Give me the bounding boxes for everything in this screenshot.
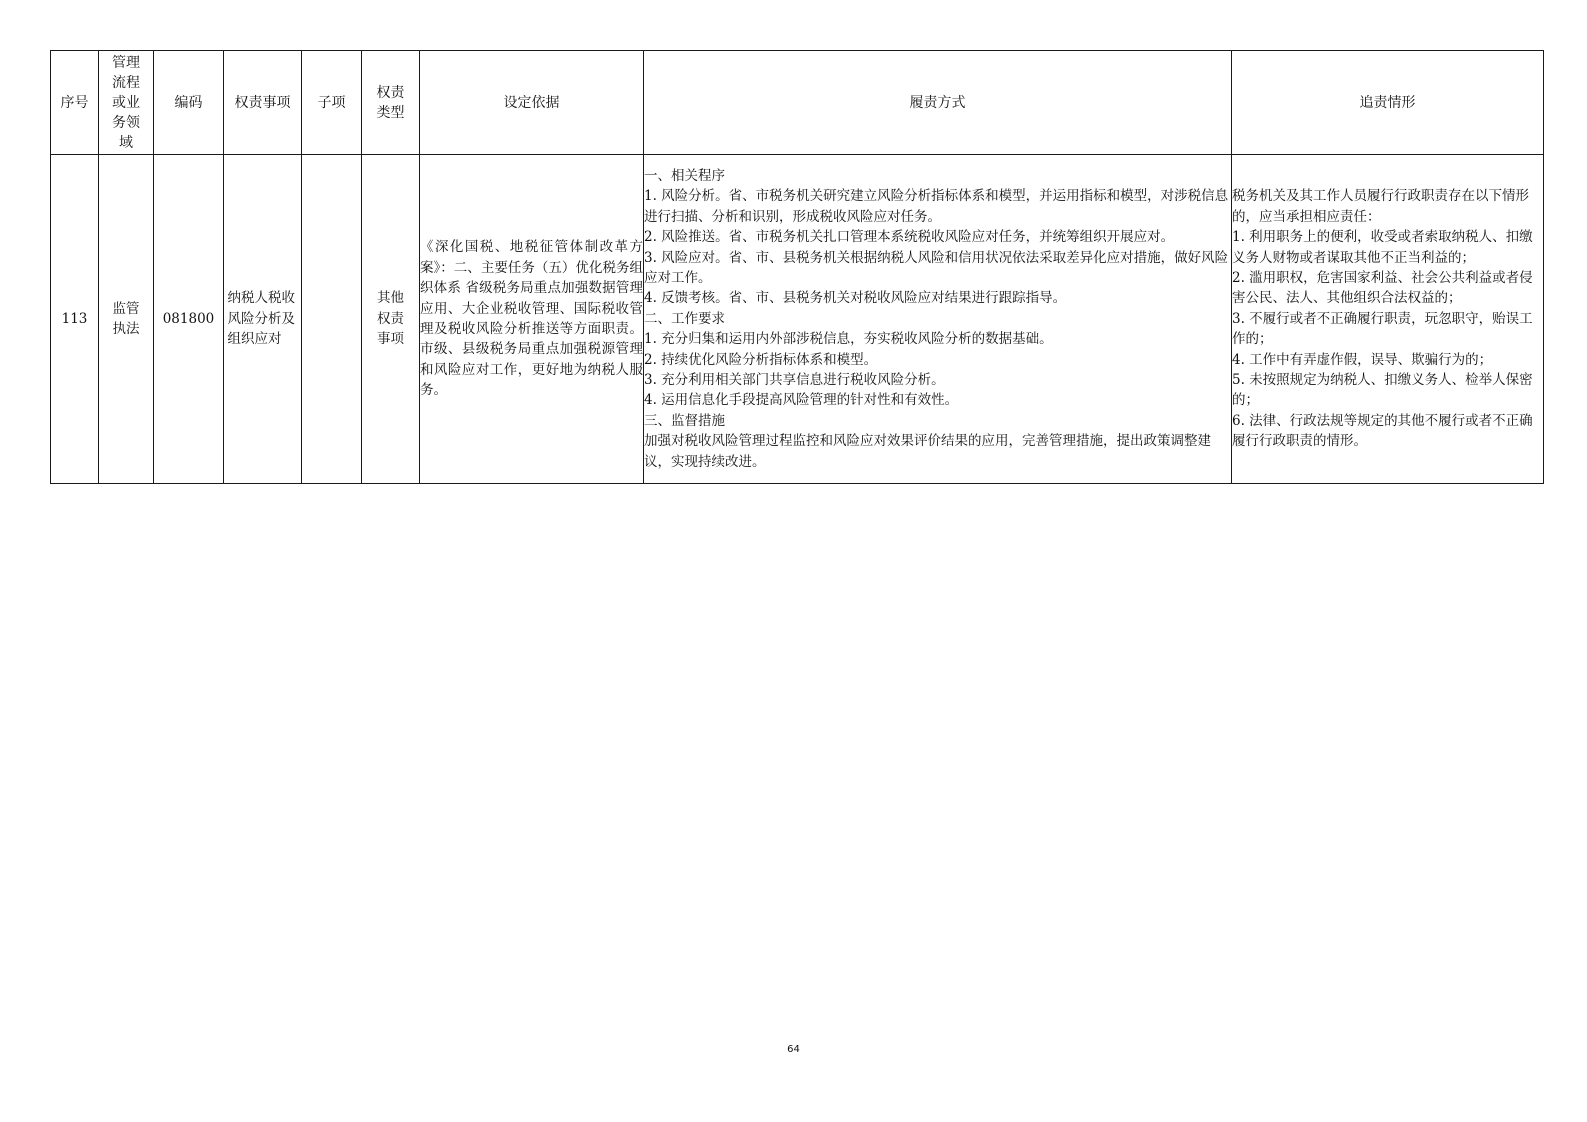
method-line: 1. 风险分析。省、市税务机关研究建立风险分析指标体系和模型，并运用指标和模型，对涉税信息进行扫描、分析和识别，形成税收风险应对任务。 [644, 188, 1229, 225]
method-line: 3. 充分利用相关部门共享信息进行税收风险分析。 [644, 372, 945, 389]
header-basis: 设定依据 [420, 51, 644, 155]
accountability-line: 4. 工作中有弄虚作假，误导、欺骗行为的； [1232, 351, 1493, 368]
cell-accountability [1232, 155, 1544, 484]
accountability-line: 3. 不履行或者不正确履行职责，玩忽职守，贻误工作的； [1232, 310, 1533, 348]
accountability-line: 1. 利用职务上的便利，收受或者索取纳税人、扣缴义务人财物或者谋取其他不正当利益的； [1232, 229, 1533, 266]
header-row [51, 51, 1544, 155]
accountability-table [50, 50, 1544, 484]
method-line: 2. 风险推送。省、市税务机关扎口管理本系统税收风险应对任务，并统筹组织开展应对。 [644, 229, 1175, 246]
cell-method [644, 155, 1232, 484]
method-line: 2. 持续优化风险分析指标体系和模型。 [644, 351, 878, 368]
header-accountability: 追责情形 [1232, 51, 1544, 155]
header-method: 履责方式 [644, 51, 1232, 155]
method-line: 4. 运用信息化手段提高风险管理的针对性和有效性。 [644, 392, 959, 409]
header-index: 序号 [51, 51, 99, 155]
cell-code: 081800 [154, 155, 224, 484]
accountability-line: 税务机关及其工作人员履行行政职责存在以下情形的，应当承担相应责任： [1232, 188, 1529, 225]
accountability-line: 5. 未按照规定为纳税人、扣缴义务人、检举人保密的； [1232, 372, 1533, 409]
header-code: 编码 [154, 51, 224, 155]
method-line: 3. 风险应对。省、市、县税务机关根据纳税人风险和信用状况依法采取差异化应对措施，做好风险应对工作。 [644, 249, 1229, 286]
header-item: 权责事项 [224, 51, 302, 155]
cell-index: 113 [51, 155, 99, 484]
accountability-line: 6. 法律、行政法规等规定的其他不履行或者不正确履行行政职责的情形。 [1232, 412, 1533, 450]
method-line: 二、工作要求 [644, 310, 725, 327]
cell-item: 纳税人税收风险分析及组织应对 [224, 155, 302, 484]
method-line: 加强对税收风险管理过程监控和风险应对效果评价结果的应用，完善管理措施，提出政策调整建议，实现持续改进。 [644, 433, 1211, 470]
method-line: 一、相关程序 [644, 167, 725, 184]
cell-type: 其他权责事项 [362, 155, 420, 484]
page-number: 64 [787, 1044, 800, 1055]
accountability-line: 2. 滥用职权，危害国家利益、社会公共利益或者侵害公民、法人、其他组织合法权益的； [1232, 269, 1533, 307]
cell-sub-item [302, 155, 362, 484]
method-line: 1. 充分归集和运用内外部涉税信息，夯实税收风险分析的数据基础。 [644, 331, 1053, 348]
header-type: 权责类型 [362, 51, 420, 155]
header-sub-item: 子项 [302, 51, 362, 155]
cell-basis: 《深化国税、地税征管体制改革方案》：二、主要任务（五）优化税务组织体系 省级税务局重点加强数据管理应用、大企业税收管理、国际税收管理及税收风险分析推送等方面职责。市级、县级税务局重点加强税源管理和风险应对工作，更好地为纳税人服务。 [420, 155, 644, 484]
method-line: 4. 反馈考核。省、市、县税务机关对税收风险应对结果进行跟踪指导。 [644, 290, 1067, 307]
table-row [51, 155, 1544, 484]
method-line: 三、监督措施 [644, 412, 725, 429]
header-management-area: 管理流程或业务领域 [99, 51, 154, 155]
cell-management-area: 监管执法 [99, 155, 154, 484]
